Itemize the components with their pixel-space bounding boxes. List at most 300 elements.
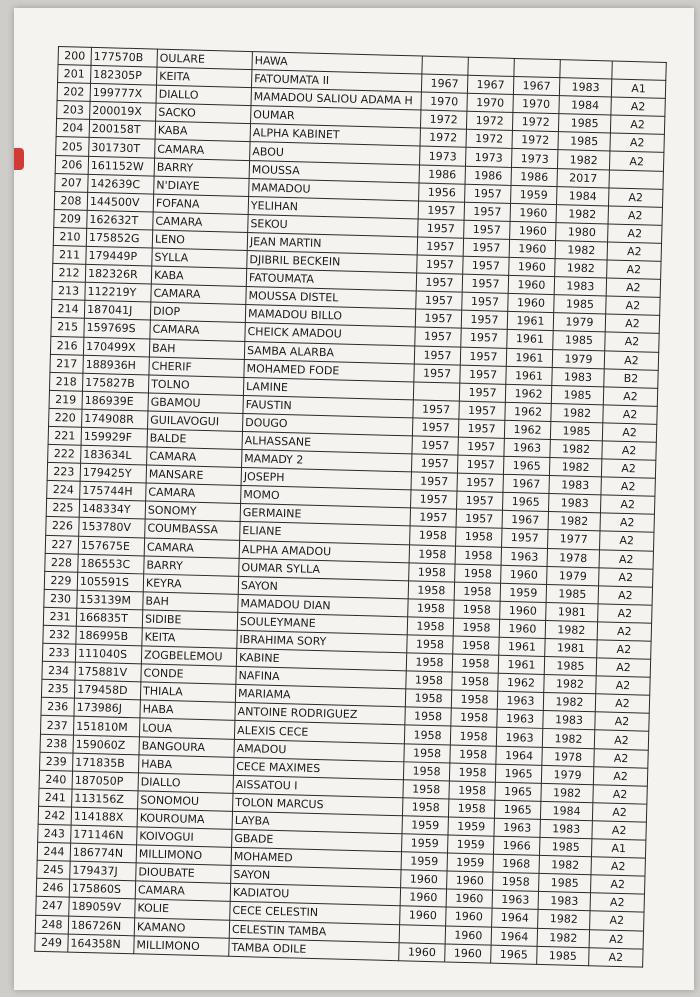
year-2-cell: 1957 (456, 509, 502, 528)
first-name-cell: JOSEPH (241, 468, 411, 491)
row-number: 200 (58, 47, 91, 66)
year-3-cell: 1964 (491, 927, 537, 946)
row-number: 220 (49, 408, 82, 427)
year-1-cell (422, 56, 468, 75)
row-number: 245 (37, 860, 70, 879)
row-number: 244 (37, 842, 70, 861)
first-name-cell: MOHAMED FODE (244, 359, 414, 382)
year-4-cell: 1979 (547, 566, 599, 585)
year-4-cell: 1982 (548, 512, 600, 531)
matricule-cell: 162632T (87, 210, 153, 230)
last-name-cell: MILLIMONO (136, 845, 231, 866)
year-4-cell: 1983 (538, 892, 590, 911)
year-3-cell: 1965 (495, 764, 541, 783)
row-number: 234 (42, 661, 75, 680)
last-name-cell: BALDE (147, 429, 242, 450)
year-2-cell: 1960 (445, 944, 491, 963)
row-number: 213 (52, 282, 85, 301)
first-name-cell: ALPHA AMADOU (239, 540, 409, 563)
first-name-cell: OUMAR SYLLA (239, 558, 409, 581)
matricule-cell: 159769S (84, 319, 150, 339)
year-4-cell: 2017 (557, 168, 609, 187)
row-number: 219 (49, 390, 82, 409)
first-name-cell: GBADE (232, 829, 402, 852)
year-3-cell: 1960 (508, 294, 554, 313)
row-number: 242 (38, 806, 71, 825)
year-4-cell: 1982 (551, 403, 603, 422)
row-number: 208 (54, 191, 87, 210)
last-name-cell: KEITA (142, 628, 237, 649)
year-4-cell: 1982 (541, 783, 593, 802)
first-name-cell: FAUSTIN (243, 395, 413, 418)
year-1-cell: 1957 (412, 436, 458, 455)
first-name-cell: KABINE (236, 648, 406, 671)
matricule-cell: 186553C (78, 554, 144, 574)
last-name-cell: CAMARA (146, 483, 241, 504)
year-3-cell: 1965 (495, 782, 541, 801)
category-cell: A2 (611, 97, 665, 117)
year-3-cell: 1965 (491, 945, 537, 964)
year-3-cell: 1960 (501, 565, 547, 584)
first-name-cell: MOUSSA DISTEL (246, 287, 416, 310)
year-4-cell: 1982 (550, 439, 602, 458)
last-name-cell: BARRY (144, 556, 239, 577)
year-4-cell: 1982 (544, 675, 596, 694)
first-name-cell: JEAN MARTIN (247, 232, 417, 255)
year-3-cell: 1958 (493, 872, 539, 891)
category-cell: A2 (598, 586, 652, 606)
first-name-cell: ALEXIS CECE (234, 721, 404, 744)
row-number: 211 (53, 245, 86, 264)
year-3-cell: 1962 (504, 420, 550, 439)
year-3-cell: 1963 (497, 692, 543, 711)
year-2-cell: 1958 (455, 564, 501, 583)
year-2-cell: 1957 (458, 419, 504, 438)
category-cell: A2 (608, 206, 662, 226)
row-number: 229 (44, 571, 77, 590)
matricule-cell: 175744H (80, 481, 146, 501)
year-4-cell (560, 60, 612, 79)
personnel-list (34, 46, 665, 967)
year-1-cell: 1960 (401, 870, 447, 889)
year-2-cell: 1957 (460, 365, 506, 384)
year-2-cell: 1972 (466, 130, 512, 149)
matricule-cell: 179449P (86, 246, 152, 266)
year-4-cell: 1985 (544, 657, 596, 676)
year-2-cell: 1957 (463, 256, 509, 275)
year-4-cell: 1985 (553, 331, 605, 350)
category-cell: A2 (589, 947, 643, 967)
year-3-cell: 1961 (507, 330, 553, 349)
category-cell: A2 (594, 730, 648, 750)
matricule-cell: 171146N (71, 825, 137, 845)
year-3-cell: 1965 (503, 456, 549, 475)
row-number: 232 (43, 625, 76, 644)
matricule-cell: 164358N (68, 934, 134, 954)
category-cell: A2 (590, 893, 644, 913)
category-cell: A2 (594, 748, 648, 768)
first-name-cell: YELIHAN (248, 196, 418, 219)
matricule-cell: 186995B (76, 626, 142, 646)
year-1-cell: 1958 (408, 599, 454, 618)
year-3-cell: 1967 (503, 474, 549, 493)
category-cell: A2 (609, 188, 663, 208)
year-4-cell: 1984 (557, 186, 609, 205)
first-name-cell: HAWA (252, 52, 422, 75)
category-cell: A2 (597, 622, 651, 642)
category-cell: A2 (601, 477, 655, 497)
matricule-cell: 112219Y (85, 283, 151, 303)
category-cell: A2 (590, 911, 644, 931)
year-3-cell: 1961 (499, 637, 545, 656)
year-3-cell: 1964 (492, 909, 538, 928)
year-2-cell: 1958 (453, 636, 499, 655)
year-3-cell: 1960 (509, 239, 555, 258)
row-number: 216 (50, 336, 83, 355)
year-2-cell: 1959 (447, 853, 493, 872)
year-3-cell: 1960 (499, 619, 545, 638)
category-cell: A2 (606, 296, 660, 316)
year-4-cell: 1985 (558, 114, 610, 133)
year-2-cell: 1958 (452, 672, 498, 691)
last-name-cell: KABA (151, 266, 246, 287)
matricule-cell: 114188X (71, 807, 137, 827)
year-1-cell: 1957 (417, 237, 463, 256)
category-cell: A2 (593, 766, 647, 786)
category-cell: A2 (599, 567, 653, 587)
category-cell: A2 (599, 549, 653, 569)
paper-sheet (14, 8, 694, 990)
year-1-cell: 1959 (401, 852, 447, 871)
category-cell: A2 (607, 260, 661, 280)
year-1-cell: 1960 (400, 888, 446, 907)
first-name-cell: SOULEYMANE (237, 612, 407, 635)
year-3-cell: 1968 (493, 854, 539, 873)
last-name-cell: DIALLO (156, 85, 251, 106)
row-number: 228 (45, 553, 78, 572)
year-4-cell: 1979 (552, 349, 604, 368)
year-3-cell: 1965 (494, 800, 540, 819)
first-name-cell: ALHASSANE (242, 431, 412, 454)
matricule-cell: 187050P (72, 771, 138, 791)
matricule-cell: 189059V (69, 897, 135, 917)
row-number: 202 (57, 83, 90, 102)
year-3-cell: 1962 (505, 402, 551, 421)
year-2-cell: 1959 (448, 835, 494, 854)
first-name-cell: TOLON MARCUS (233, 793, 403, 816)
matricule-cell: 171835B (73, 753, 139, 773)
year-3-cell: 1973 (511, 149, 557, 168)
year-2-cell: 1957 (458, 437, 504, 456)
row-number: 240 (39, 770, 72, 789)
matricule-cell: 179425Y (80, 463, 146, 483)
year-2-cell: 1957 (459, 401, 505, 420)
year-2-cell: 1958 (451, 708, 497, 727)
year-2-cell: 1957 (465, 184, 511, 203)
row-number: 247 (36, 897, 69, 916)
year-2-cell: 1958 (449, 781, 495, 800)
last-name-cell: CAMARA (151, 284, 246, 305)
last-name-cell: CHERIF (149, 357, 244, 378)
year-2-cell: 1967 (467, 75, 513, 94)
year-3-cell: 1966 (493, 836, 539, 855)
last-name-cell: COUMBASSA (145, 519, 240, 540)
matricule-cell: 157675E (78, 536, 144, 556)
row-number: 239 (40, 752, 73, 771)
year-2-cell: 1957 (461, 329, 507, 348)
first-name-cell: FATOUMATA II (251, 70, 421, 93)
row-number: 218 (49, 372, 82, 391)
last-name-cell: KABA (155, 121, 250, 142)
row-number: 204 (56, 119, 89, 138)
year-1-cell: 1958 (410, 526, 456, 545)
category-cell: A2 (598, 604, 652, 624)
last-name-cell: SYLLA (152, 248, 247, 269)
year-1-cell: 1957 (418, 219, 464, 238)
row-number: 206 (55, 155, 88, 174)
matricule-cell: 179437J (70, 861, 136, 881)
year-1-cell: 1957 (418, 201, 464, 220)
year-2-cell: 1958 (454, 582, 500, 601)
row-number: 203 (57, 101, 90, 120)
last-name-cell: N'DIAYE (154, 176, 249, 197)
year-4-cell: 1982 (542, 729, 594, 748)
matricule-cell: 179458D (74, 680, 140, 700)
year-1-cell: 1957 (414, 364, 460, 383)
category-cell: A2 (603, 405, 657, 425)
last-name-cell: DIALLO (138, 773, 233, 794)
year-4-cell: 1985 (550, 421, 602, 440)
category-cell: A2 (589, 929, 643, 949)
year-3-cell: 1957 (502, 529, 548, 548)
year-2-cell: 1958 (454, 600, 500, 619)
first-name-cell: LAYBA (232, 811, 402, 834)
last-name-cell: CAMARA (153, 212, 248, 233)
row-number: 237 (40, 716, 73, 735)
year-4-cell: 1983 (548, 494, 600, 513)
row-number: 238 (40, 734, 73, 753)
year-2-cell: 1957 (464, 202, 510, 221)
row-number: 223 (47, 463, 80, 482)
first-name-cell: DJIBRIL BECKEIN (247, 251, 417, 274)
last-name-cell: LENO (152, 230, 247, 251)
year-3-cell: 1960 (510, 221, 556, 240)
first-name-cell: TAMBA ODILE (229, 938, 399, 961)
year-3-cell: 1961 (506, 348, 552, 367)
category-cell: A2 (600, 513, 654, 533)
personnel-table (34, 46, 666, 967)
category-cell (609, 170, 663, 190)
year-4-cell: 1982 (543, 693, 595, 712)
row-number: 224 (47, 481, 80, 500)
year-4-cell: 1982 (557, 150, 609, 169)
year-1-cell: 1970 (421, 92, 467, 111)
matricule-cell: 159060Z (73, 735, 139, 755)
year-4-cell: 1983 (549, 476, 601, 495)
year-4-cell: 1982 (549, 458, 601, 477)
year-1-cell: 1957 (414, 345, 460, 364)
year-2-cell (468, 57, 514, 76)
year-3-cell: 1963 (501, 547, 547, 566)
year-1-cell: 1960 (400, 906, 446, 925)
year-1-cell: 1957 (411, 454, 457, 473)
year-3-cell: 1962 (498, 673, 544, 692)
year-1-cell: 1957 (411, 490, 457, 509)
last-name-cell: BANGOURA (139, 736, 234, 757)
year-3-cell: 1963 (504, 438, 550, 457)
category-cell: A2 (600, 495, 654, 515)
last-name-cell: GBAMOU (148, 393, 243, 414)
year-2-cell: 1958 (451, 690, 497, 709)
year-3-cell: 1959 (511, 185, 557, 204)
last-name-cell: DIOUBATE (136, 863, 231, 884)
row-number: 235 (41, 680, 74, 699)
first-name-cell: CELESTIN TAMBA (229, 920, 399, 943)
matricule-cell: 182305P (91, 65, 157, 85)
year-1-cell: 1957 (417, 255, 463, 274)
year-1-cell: 1957 (412, 418, 458, 437)
year-2-cell: 1957 (457, 455, 503, 474)
matricule-cell: 175827B (82, 373, 148, 393)
row-number: 205 (56, 137, 89, 156)
row-number: 233 (42, 643, 75, 662)
year-2-cell: 1958 (452, 654, 498, 673)
row-number: 230 (44, 589, 77, 608)
year-3-cell: 1961 (506, 366, 552, 385)
matricule-cell: 170499X (83, 337, 149, 357)
year-3-cell: 1963 (494, 818, 540, 837)
year-4-cell: 1985 (551, 385, 603, 404)
year-1-cell: 1959 (402, 816, 448, 835)
year-2-cell: 1986 (465, 166, 511, 185)
matricule-cell: 186726N (68, 916, 134, 936)
year-4-cell: 1983 (540, 819, 592, 838)
matricule-cell: 200158T (89, 120, 155, 140)
year-1-cell: 1957 (416, 273, 462, 292)
last-name-cell: KOUROUMA (137, 809, 232, 830)
year-1-cell: 1972 (420, 110, 466, 129)
first-name-cell: ANTOINE RODRIGUEZ (235, 703, 405, 726)
category-cell: A2 (595, 694, 649, 714)
category-cell: A2 (604, 350, 658, 370)
row-number: 207 (55, 173, 88, 192)
year-1-cell (399, 924, 445, 943)
year-1-cell: 1957 (410, 508, 456, 527)
year-2-cell: 1972 (466, 112, 512, 131)
year-4-cell: 1983 (554, 277, 606, 296)
category-cell: A2 (592, 803, 646, 823)
first-name-cell: CHEICK AMADOU (245, 323, 415, 346)
category-cell: A2 (591, 875, 645, 895)
last-name-cell: KEYRA (143, 574, 238, 595)
category-cell: A1 (611, 79, 665, 99)
matricule-cell: 161152W (88, 156, 154, 176)
year-2-cell: 1960 (446, 889, 492, 908)
last-name-cell: KAMANO (134, 917, 229, 938)
year-3-cell (514, 58, 560, 77)
year-2-cell: 1960 (446, 907, 492, 926)
first-name-cell: MAMADOU BILLO (245, 305, 415, 328)
first-name-cell: DOUGO (242, 413, 412, 436)
year-4-cell: 1978 (542, 747, 594, 766)
first-name-cell: MOHAMED (231, 847, 401, 870)
year-3-cell: 1970 (513, 95, 559, 114)
row-number: 222 (48, 444, 81, 463)
year-1-cell: 1967 (421, 74, 467, 93)
year-2-cell: 1957 (462, 274, 508, 293)
last-name-cell: BAH (149, 339, 244, 360)
year-3-cell: 1961 (507, 312, 553, 331)
matricule-cell: 186774N (70, 843, 136, 863)
year-4-cell: 1985 (537, 946, 589, 965)
last-name-cell: HABA (139, 755, 234, 776)
year-4-cell: 1982 (537, 928, 589, 947)
matricule-cell: 105591S (77, 572, 143, 592)
last-name-cell: DIOP (150, 302, 245, 323)
year-3-cell: 1961 (498, 655, 544, 674)
year-2-cell: 1973 (466, 148, 512, 167)
year-3-cell: 1972 (512, 131, 558, 150)
last-name-cell: KOLIE (135, 899, 230, 920)
category-cell: B2 (604, 369, 658, 389)
first-name-cell: MAMADOU (249, 178, 419, 201)
category-cell: A2 (607, 242, 661, 262)
row-number: 201 (58, 65, 91, 84)
first-name-cell: KADIATOU (230, 884, 400, 907)
first-name-cell: ABOU (250, 142, 420, 165)
matricule-cell: 186939E (82, 391, 148, 411)
year-4-cell: 1982 (538, 910, 590, 929)
year-2-cell: 1957 (457, 473, 503, 492)
row-number: 248 (35, 915, 68, 934)
first-name-cell: CECE MAXIMES (233, 757, 403, 780)
first-name-cell: AMADOU (234, 739, 404, 762)
row-number: 226 (46, 517, 79, 536)
year-3-cell: 1960 (508, 276, 554, 295)
year-4-cell: 1978 (547, 548, 599, 567)
matricule-cell: 301730T (89, 138, 155, 158)
year-1-cell: 1958 (405, 707, 451, 726)
year-1-cell: 1958 (408, 581, 454, 600)
year-3-cell: 1967 (513, 77, 559, 96)
matricule-cell: 173986J (74, 699, 140, 719)
matricule-cell: 153139M (77, 590, 143, 610)
year-4-cell: 1982 (556, 204, 608, 223)
last-name-cell: SIDIBE (142, 610, 237, 631)
year-4-cell: 1985 (558, 132, 610, 151)
first-name-cell: MAMADY 2 (242, 450, 412, 473)
year-2-cell: 1970 (467, 93, 513, 112)
category-cell: A2 (600, 531, 654, 551)
year-2-cell: 1957 (462, 292, 508, 311)
category-cell: A2 (609, 151, 663, 171)
year-3-cell: 1960 (510, 203, 556, 222)
matricule-cell: 142639C (88, 174, 154, 194)
year-1-cell: 1958 (402, 798, 448, 817)
category-cell: A2 (601, 459, 655, 479)
last-name-cell: MILLIMONO (134, 935, 229, 956)
last-name-cell: TOLNO (148, 375, 243, 396)
last-name-cell: FOFANA (153, 194, 248, 215)
first-name-cell: NAFINA (236, 667, 406, 690)
matricule-cell: 111040S (75, 644, 141, 664)
last-name-cell: SACKO (156, 103, 251, 124)
year-3-cell: 1960 (500, 601, 546, 620)
first-name-cell: ELIANE (240, 522, 410, 545)
year-2-cell: 1958 (456, 528, 502, 547)
year-1-cell: 1958 (409, 544, 455, 563)
year-1-cell (413, 382, 459, 401)
